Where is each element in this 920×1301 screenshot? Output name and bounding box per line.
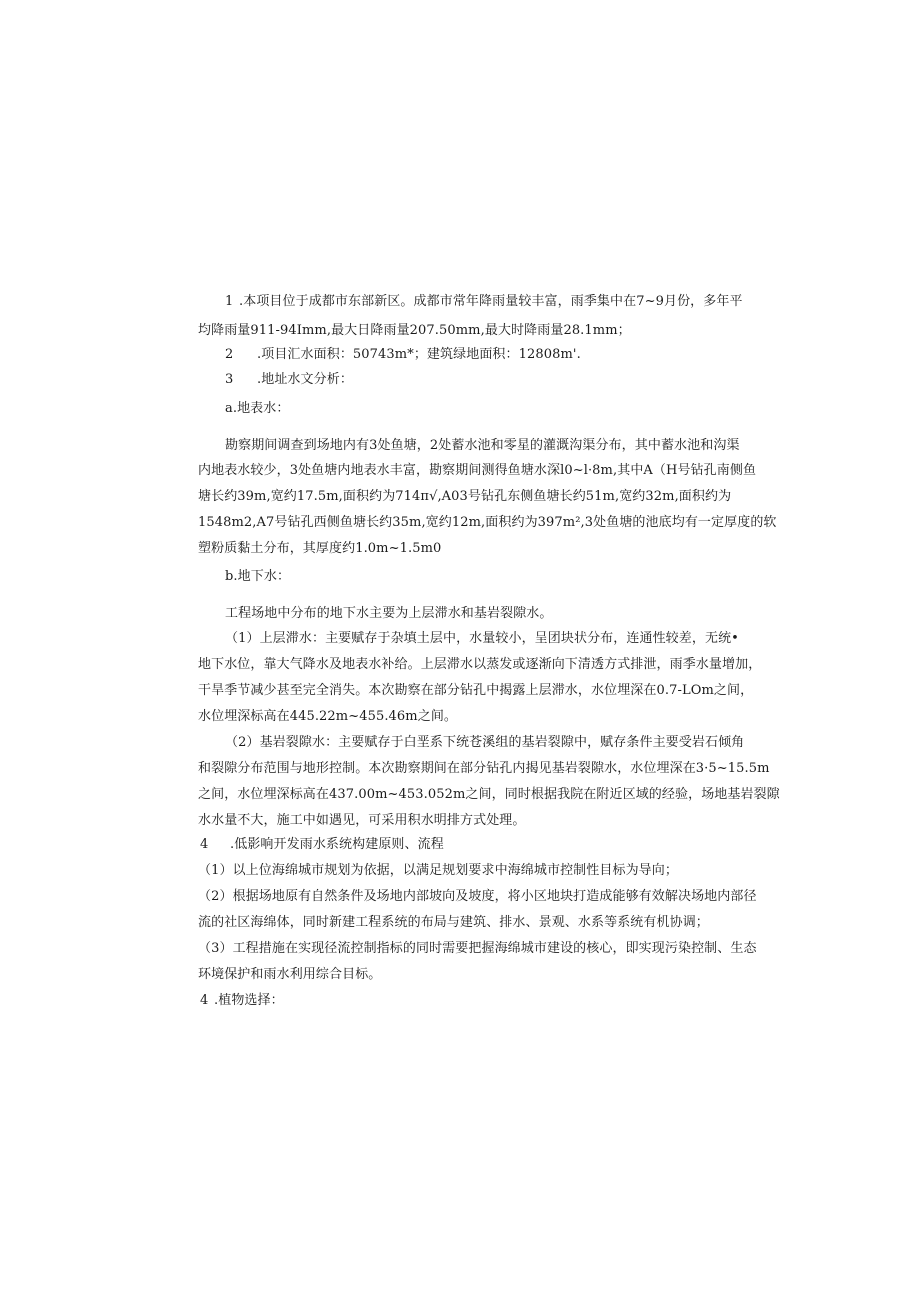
item-3-number: 3 [225,372,234,387]
principle-3-line-1: （3）工程措施在实现径流控制指标的同时需要把握海绵城市建设的核心，即实现污染控制、生态 [198,941,757,956]
item-1-text: .本项目位于成都市东部新区。成都市常年降雨量较丰富，雨季集中在7~9月份，多年平 [239,294,743,309]
surface-water-heading: a.地表水： [225,401,290,416]
surface-water-line-4: 1548m2,A7号钻孔西侧鱼塘长约35m,宽约12m,面积约为397m²,3处鱼塘的池底均有一定厚度的软 [198,515,777,530]
surface-water-line-2: 内地表水较少，3处鱼塘内地表水丰富，勘察期间测得鱼塘水深l0~l·8m,其中A（H号钻孔南侧鱼 [198,463,757,478]
bedrock-water-line-4: 水水量不大，施工中如遇见，可采用积水明排方式处理。 [198,813,526,828]
surface-water-line-5: 塑粉质黏土分布，其厚度约1.0m~1.5m0 [198,541,442,556]
principle-2-line-1: （2）根据场地原有自然条件及场地内部坡向及坡度，将小区地块打造成能够有效解决场地内部径 [198,889,757,904]
item-5 [200,992,284,1010]
perched-water-line-3: 干旱季节减少甚至完全消失。本次勘察在部分钻孔中揭露上层滞水，水位埋深在0.7-LOm之间， [198,683,754,698]
item-3 [225,371,353,389]
item-5-number: 4 [200,993,209,1008]
surface-water-line-1: 勘察期间调查到场地内有3处鱼塘，2处蓄水池和零星的灌溉沟渠分布，其中蓄水池和沟渠 [225,438,740,453]
bedrock-water-line-2: 和裂隙分布范围与地形控制。本次勘察期间在部分钻孔内揭见基岩裂隙水，水位埋深在3·5~15.5m [198,761,770,776]
item-4 [200,836,444,854]
perched-water-line-1: （1）上层滞水：主要赋存于杂填土层中，水量较小，呈团块状分布，连通性较差，无统• [225,631,739,646]
item-3-text: .地址水文分析： [257,372,353,387]
item-4-text: .低影响开发雨水系统构建原则、流程 [230,837,444,852]
perched-water-line-2: 地下水位，靠大气降水及地表水补给。上层滞水以蒸发或逐渐向下清透方式排泄，雨季水量增加， [198,657,762,672]
principle-1: （1）以上位海绵城市规划为依据，以满足规划要求中海绵城市控制性目标为导向； [198,863,678,878]
perched-water-line-4: 水位埋深标高在445.22m~455.46m之间。 [198,709,458,724]
principle-2-line-2: 流的社区海绵体，同时新建工程系统的布局与建筑、排水、景观、水系等系统有机协调； [198,915,709,930]
principle-3-line-2: 环境保护和雨水利用综合目标。 [198,967,382,982]
item-1-line-1 [225,293,743,311]
bedrock-water-line-3: 之间，水位埋深标高在437.00m~453.052m之间，同时根据我院在附近区域的经验，场地基岩裂隙 [198,787,780,802]
item-2-number: 2 [225,347,234,362]
item-1-line-2: 均降雨量911-94Imm,最大日降雨量207.50mm,最大时降雨量28.1mm； [198,323,631,338]
groundwater-intro: 工程场地中分布的地下水主要为上层滞水和基岩裂隙水。 [225,606,553,621]
item-5-text: .植物选择： [214,993,284,1008]
item-4-number: 4 [200,837,209,852]
item-2 [225,346,581,364]
groundwater-heading: b.地下水： [225,569,291,584]
bedrock-water-line-1: （2）基岩裂隙水：主要赋存于白垩系下统苍溪组的基岩裂隙中，赋存条件主要受岩石倾角 [225,735,745,750]
item-1-number: 1 [225,294,234,309]
surface-water-line-3: 塘长约39m,宽约17.5m,面积约为714π√,A03号钻孔东侧鱼塘长约51m,宽约32m,面积约为 [198,489,732,504]
item-2-text: .项目汇水面积：50743m*；建筑绿地面积：12808m'. [257,347,581,362]
